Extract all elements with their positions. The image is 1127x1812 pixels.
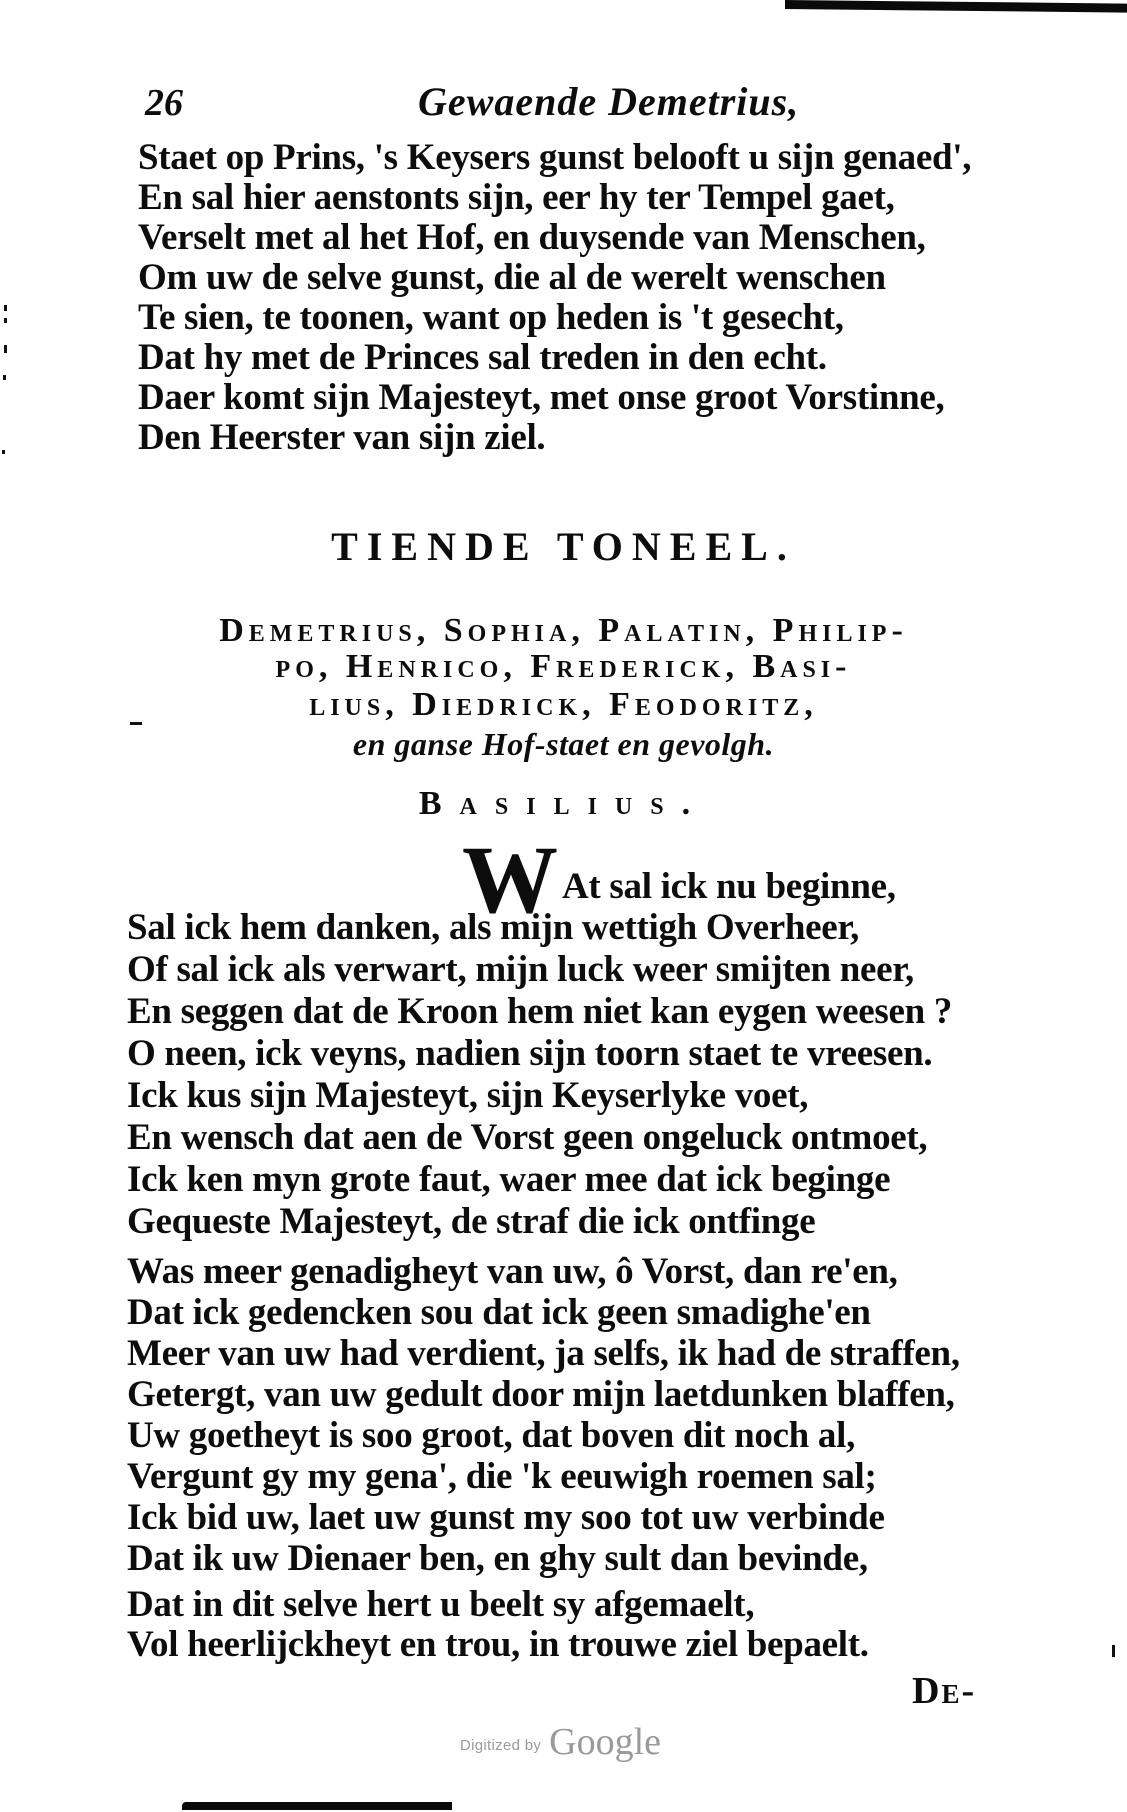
verse-line: En sal hier aenstonts sijn, eer hy ter Tempel gaet, [138, 177, 895, 218]
verse-line: Den Heerster van sijn ziel. [138, 417, 546, 458]
margin-speck [3, 375, 6, 380]
margin-speck [4, 345, 7, 353]
verse-line: Of sal ick als verwart, mijn luck weer smijten neer, [127, 949, 914, 990]
verse-line: Om uw de selve gunst, die al de werelt wenschen [138, 257, 886, 298]
running-title: Gewaende Demetrius, [418, 79, 800, 124]
cast-list-line: lius, Diedrick, Feodoritz, [309, 686, 818, 723]
verse-line: Daer komt sijn Majesteyt, met onse groot Vorstinne, [138, 377, 945, 418]
verse-line: Dat in dit selve hert u beelt sy afgemaelt, [127, 1584, 755, 1625]
margin-speck [2, 450, 5, 454]
verse-line: Verselt met al het Hof, en duysende van Menschen, [138, 217, 926, 258]
margin-speck [130, 722, 142, 725]
verse-line: Was meer genadigheyt van uw, ô Vorst, dan re'en, [127, 1251, 898, 1292]
verse-line-first: At sal ick nu beginne, [562, 866, 896, 907]
verse-line: Te sien, te toonen, want op heden is 't gesecht, [138, 297, 844, 338]
verse-line: Sal ick hem danken, als mijn wettigh Overheer, [127, 907, 860, 948]
margin-speck [1112, 1645, 1115, 1657]
digitized-by-watermark [460, 1720, 661, 1764]
verse-line: Ick ken myn grote faut, waer mee dat ick beginge [127, 1159, 891, 1200]
verse-line: Dat ick gedencken sou dat ick geen smadighe'en [127, 1292, 871, 1333]
cast-list-line: Demetrius, Sophia, Palatin, Philip- [219, 612, 908, 649]
verse-line: Ick bid uw, laet uw gunst my soo tot uw verbinde [127, 1497, 885, 1538]
drop-capital: W [462, 826, 558, 933]
margin-speck [4, 305, 7, 311]
scene-title: TIENDE TONEEL. [331, 524, 796, 569]
verse-line: Gequeste Majesteyt, de straf die ick ontfinge [127, 1201, 816, 1242]
verse-line: Vergunt gy my gena', die 'k eeuwigh roemen sal; [127, 1456, 877, 1497]
verse-line: En wensch dat aen de Vorst geen ongeluck ontmoet, [127, 1117, 928, 1158]
google-logo-text: Google [549, 1721, 662, 1763]
cast-list-tail: en ganse Hof-staet en gevolgh. [352, 726, 775, 762]
verse-line: Vol heerlijckheyt en trou, in trouwe ziel bepaelt. [127, 1624, 869, 1665]
verse-line: Dat ik uw Dienaer ben, en ghy sult dan bevinde, [127, 1538, 868, 1579]
verse-line: Dat hy met de Princes sal treden in den echt. [138, 337, 827, 378]
verse-line: Ick kus sijn Majesteyt, sijn Keyserlyke voet, [127, 1075, 809, 1116]
verse-line: Meer van uw had verdient, ja selfs, ik had de straffen, [127, 1333, 960, 1374]
verse-line: Uw goetheyt is soo groot, dat boven dit noch al, [127, 1415, 856, 1456]
verse-line: Getergt, van uw gedult door mijn laetdunken blaffen, [127, 1374, 955, 1415]
scan-shadow-bottom [182, 1802, 452, 1810]
margin-speck [4, 318, 7, 323]
verse-line: O neen, ick veyns, nadien sijn toorn staet te vreesen. [127, 1033, 933, 1074]
speaker-name: Basilius. [418, 785, 709, 822]
scan-shadow-top [785, 0, 1127, 13]
verse-line: Staet op Prins, 's Keysers gunst belooft u sijn genaed', [138, 137, 972, 178]
page-number: 26 [145, 82, 183, 124]
cast-list-line: po, Henrico, Frederick, Basi- [275, 648, 852, 685]
verse-line: En seggen dat de Kroon hem niet kan eygen weesen ? [127, 991, 953, 1032]
catchword: De- [912, 1670, 977, 1712]
watermark-prefix: Digitized by [460, 1737, 542, 1754]
